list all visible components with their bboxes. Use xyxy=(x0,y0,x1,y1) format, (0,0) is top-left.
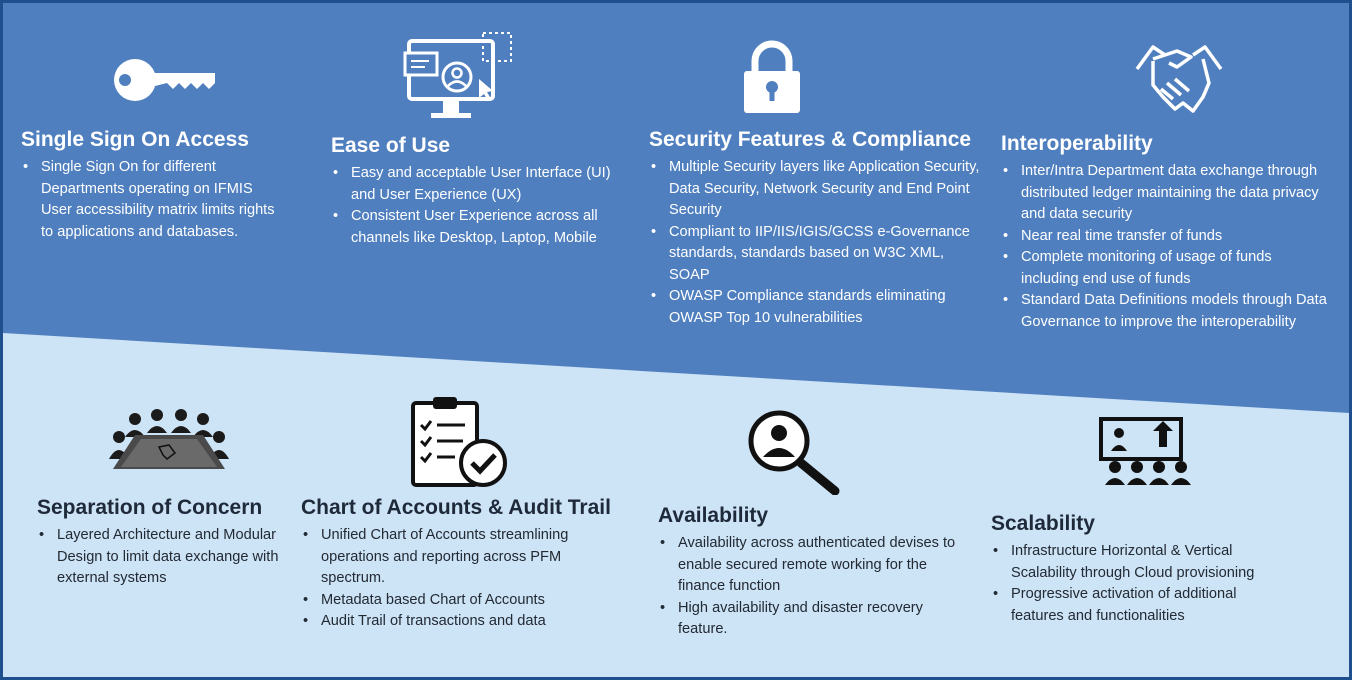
key-icon xyxy=(111,55,217,105)
bullet-item: • Layered Architecture and Modular Design to limit data exchange with external systems xyxy=(37,525,287,590)
bullet-item: • Infrastructure Horizontal & Vertical Scalability through Cloud provisioning xyxy=(991,541,1291,584)
feature-bullets xyxy=(1001,161,1331,333)
handshake-icon xyxy=(1133,39,1225,119)
feature-bullets xyxy=(37,525,287,590)
feature-bullets xyxy=(301,525,601,633)
feature-chart-of-accounts xyxy=(301,495,611,633)
bullet-item: • Near real time transfer of funds xyxy=(1001,226,1331,248)
bullet-item: • Compliant to IIP/IIS/IGIS/GCSS e-Governance standards, standards based on W3C XML, SOAP xyxy=(649,222,983,287)
feature-bullets xyxy=(331,163,621,249)
feature-ease-of-use xyxy=(331,133,621,249)
bullet-item: • High availability and disaster recovery feature. xyxy=(658,598,958,641)
bullet-item: • Complete monitoring of usage of funds including end use of funds xyxy=(1001,247,1331,290)
feature-bullets xyxy=(21,157,283,243)
padlock-icon xyxy=(741,39,803,115)
bullet-item: • Unified Chart of Accounts streamlining operations and reporting across PFM spectrum. xyxy=(301,525,601,590)
bullet-item: • Standard Data Definitions models through Data Governance to improve the interoperability xyxy=(1001,290,1331,333)
feature-title: Interoperability xyxy=(1001,132,1153,155)
feature-title: Security Features & Compliance xyxy=(649,128,972,151)
feature-single-sign-on xyxy=(21,127,283,243)
feature-security xyxy=(649,127,983,329)
bullet-item: • Easy and acceptable User Interface (UI) and User Experience (UX) xyxy=(331,163,621,206)
bullet-item: • Availability across authenticated devises to enable secured remote working for the finance function xyxy=(658,533,958,598)
feature-bullets xyxy=(991,541,1291,627)
monitor-user-icon xyxy=(403,31,515,125)
bullet-item: • Metadata based Chart of Accounts xyxy=(301,590,601,612)
feature-title: Single Sign On Access xyxy=(21,128,249,151)
bullet-item: • Inter/Intra Department data exchange through distributed ledger maintaining the data privacy and data security xyxy=(1001,161,1331,226)
feature-bullets xyxy=(658,533,958,641)
bullet-item: • Consistent User Experience across all channels like Desktop, Laptop, Mobile xyxy=(331,206,621,249)
presentation-audience-icon xyxy=(1097,417,1199,491)
bullet-item: • Single Sign On for different Departments operating on IFMIS User accessibility matrix limits rights to applications and databases. xyxy=(21,157,283,243)
bullet-item: • Multiple Security layers like Application Security, Data Security, Network Security and End Point Security xyxy=(649,157,983,222)
feature-title: Availability xyxy=(658,504,769,527)
feature-title: Chart of Accounts & Audit Trail xyxy=(301,496,611,519)
checklist-clipboard-icon xyxy=(407,393,513,489)
feature-interoperability xyxy=(1001,131,1331,333)
feature-scalability xyxy=(991,511,1291,627)
feature-title: Scalability xyxy=(991,512,1095,535)
meeting-table-icon xyxy=(107,409,231,473)
feature-availability xyxy=(658,503,958,641)
feature-separation-of-concern xyxy=(37,495,287,590)
bullet-item: • OWASP Compliance standards eliminating OWASP Top 10 vulnerabilities xyxy=(649,286,983,329)
bullet-item: • Progressive activation of additional features and functionalities xyxy=(991,584,1291,627)
feature-title: Separation of Concern xyxy=(37,496,263,519)
magnifier-user-icon xyxy=(747,409,843,495)
feature-title: Ease of Use xyxy=(331,134,451,157)
feature-bullets xyxy=(649,157,983,329)
bullet-item: • Audit Trail of transactions and data xyxy=(301,611,601,633)
